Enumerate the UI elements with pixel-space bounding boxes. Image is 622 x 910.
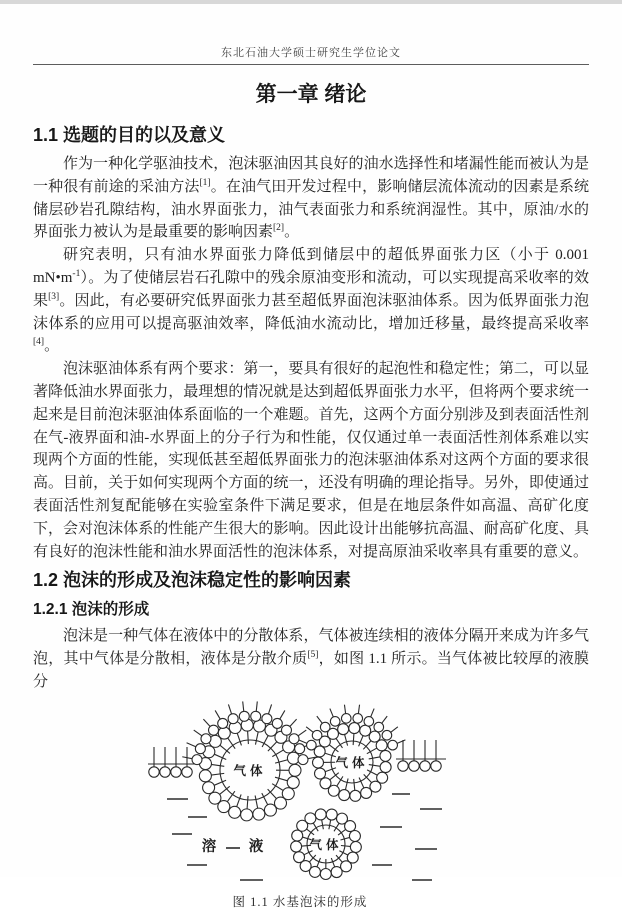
svg-text:液: 液 xyxy=(249,837,264,855)
svg-text:气体: 气体 xyxy=(233,763,266,778)
chapter-title: 第一章 绪论 xyxy=(0,81,622,109)
paragraph-3: 泡沫驱油体系有两个要求：第一，要具有很好的起泡性和稳定性；第二，可以显著降低油水界面张力，最理想的情况就是达到超低界面张力水平，但将两个要求统一起来是目前泡沫驱油体系面临的一个难题。首先，这两个方面分别涉及到表面活性剂在气-液界面和油-水界面上的分子行为和性能，仅仅通过单一表面活性剂体系难以实现两个方面的性能，实现低甚至超低界面张力的泡沫驱油体系对这两个方面的要求很高。目前，关于如何实现两个方面的统一，还没有明确的理论指导。另外，即使通过表面活性剂复配能够在实验室条件下满足要求，但是在地层条件如高温、高矿化度下，会对泡沫体系的性能产生很大的影响。因此设计出能够抗高温、耐高矿化度、具有良好的泡沫性能和油水界面活性的泡沫体系，对提高原油采收率具有重要的意义。 xyxy=(33,358,589,563)
header-rule xyxy=(33,64,589,65)
svg-text:溶: 溶 xyxy=(202,837,217,855)
svg-text:气体: 气体 xyxy=(335,755,368,770)
foam-formation-diagram xyxy=(130,696,470,892)
figure-caption: 图 1.1 水基泡沫的形成 xyxy=(130,892,470,910)
paragraph-1: 作为一种化学驱油技术，泡沫驱油因其良好的油水选择性和堵漏性能而被认为是一种很有前途的采油方法[1]。在油气田开发过程中，影响储层流体流动的因素是系统储层砂岩孔隙结构，油水界面张力，油气表面张力和系统润湿性。其中，原油/水的界面张力被认为是最重要的影响因素[2]。 xyxy=(33,153,589,244)
svg-text:气体: 气体 xyxy=(309,837,342,852)
section-heading-1-1: 1.1 选题的目的以及意义 xyxy=(33,123,589,147)
running-header xyxy=(0,0,622,61)
section-heading-1-2-1: 1.2.1 泡沫的形成 xyxy=(33,600,589,620)
running-header-text: 东北石油大学硕士研究生学位论文 xyxy=(0,45,622,61)
scan-edge-strip xyxy=(0,0,622,4)
section-heading-1-2: 1.2 泡沫的形成及泡沫稳定性的影响因素 xyxy=(33,568,589,592)
figure-1-1 xyxy=(130,696,470,910)
paragraph-2: 研究表明，只有油水界面张力降低到储层中的超低界面张力区（小于 0.001 $mN•m^{-1}$）。为了使储层岩石孔隙中的残余原油变形和流动，可以实现提高采收率的效果[3]。因此，有必要研究低界面张力甚至超低界面泡沫驱油体系。因为低界面张力泡沫体系的应用可以提高驱油效率，降低油水流动比，增加迁移量，最终提高采收率[4]。 xyxy=(33,244,589,358)
paragraph-4: 泡沫是一种气体在液体中的分散体系，气体被连续相的液体分隔开来成为许多气泡，其中气体是分散相，液体是分散介质[5]，如图 1.1 所示。当气体被比较厚的液膜分 xyxy=(33,625,589,693)
